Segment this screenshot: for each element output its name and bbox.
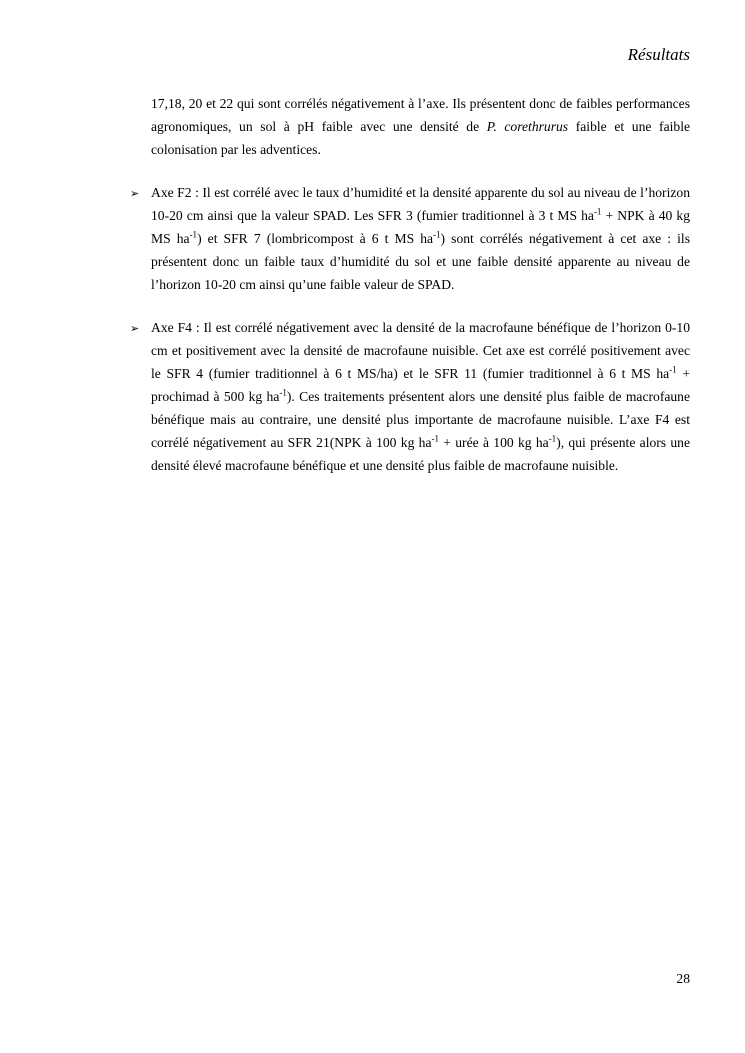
text-run: ), qui présente alors une densité élevé macrofaune bénéfique et une densité plus faible de macrofaune nuisible. [151,435,691,473]
text-run: ) et SFR 7 (lombricompost à 6 t MS ha [197,231,434,246]
bullet-paragraph [130,181,690,296]
text-run: 17,18, 20 et 22 qui sont corrélés négativement à l’axe. Ils présentent donc de faibles performances agronomiques, un sol à pH faible avec une densité de [151,96,690,134]
text-run: + NPK à 40 kg MS ha [151,208,690,246]
text-run: faible et une faible colonisation par les adventices. [151,119,691,157]
paragraph [151,92,690,161]
document-body [130,92,691,497]
text-run: Axe F2 : Il est corrélé avec le taux d’humidité et la densité apparente du sol au niveau de l’horizon 10-20 cm ainsi que la valeur SPAD. Les SFR 3 (fumier traditionnel à 3 t MS ha [151,185,690,223]
superscript-text: -1 [433,229,441,240]
bullet-paragraph [130,316,691,477]
superscript-text: -1 [669,364,677,375]
page-footer [676,971,690,987]
italic-text: P. corethrurus [486,119,569,134]
superscript-text: -1 [593,206,602,217]
superscript-text: -1 [189,229,198,240]
text-run: + urée à 100 kg ha [439,435,549,450]
text-run: + prochimad à 500 kg ha [151,366,690,404]
bullet-arrow-icon: ➢ [130,187,140,200]
superscript-text: -1 [279,387,287,398]
section-title: Résultats [627,45,690,64]
superscript-text: -1 [548,433,557,444]
page-header [151,44,690,66]
superscript-text: -1 [431,433,439,444]
page-number: 28 [676,971,690,986]
text-run: ). Ces traitements présentent alors une densité plus faible de macrofaune bénéfique mais au contraire, une densité plus importante de macrofaune nuisible. L’axe F4 est corrélé négativement au SFR 21(NPK à 100 kg ha [151,389,691,450]
text-run: Axe F4 : Il est corrélé négativement avec la densité de la macrofaune bénéfique de l’horizon 0-10 cm et positivement avec la densité de macrofaune nuisible. Cet axe est corrélé positivement avec le SFR 4 (fumier traditionnel à 6 t MS/ha) et le SFR 11 (fumier traditionnel à 6 t MS ha [151,320,690,381]
text-run: ) sont corrélés négativement à cet axe : ils présentent donc un faible taux d’humidité du sol et une faible densité apparente au niveau de l’horizon 10-20 cm ainsi qu’une faible valeur de SPAD. [151,231,690,292]
bullet-arrow-icon: ➢ [130,322,140,335]
